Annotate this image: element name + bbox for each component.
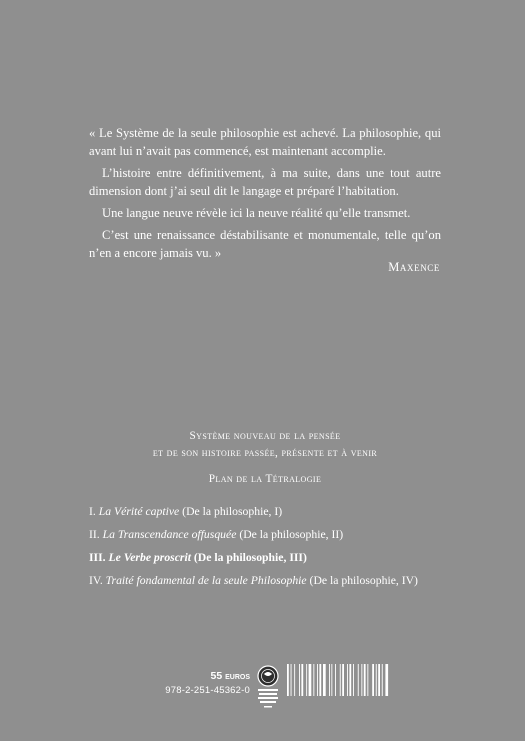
price-currency: EUROS: [225, 674, 250, 681]
volume-title: Le Verbe proscrit: [108, 551, 191, 564]
volume-item: [89, 569, 449, 592]
barcode-bar: [309, 664, 312, 696]
barcode-bar: [323, 664, 326, 696]
volume-subtitle: (De la philosophie, IV): [309, 574, 418, 587]
barcode-bar: [358, 664, 359, 696]
barcode-bar: [349, 664, 351, 696]
barcode-bar: [329, 664, 330, 696]
volume-number: III.: [89, 551, 106, 564]
volume-title: La Vérité captive: [98, 505, 180, 518]
barcode-bar: [372, 664, 374, 696]
barcode-bar: [376, 664, 377, 696]
barcode-bar: [347, 664, 348, 696]
barcode-bar: [299, 664, 300, 696]
quote-paragraph-1: « Le Système de la seule philosophie est achevé. La philosophie, qui avant lui n’avait pas commencé, est maintenant accomplie.: [89, 126, 441, 158]
volume-item-current: [89, 546, 449, 569]
barcode-bar: [306, 664, 307, 696]
barcode-bar: [361, 664, 362, 696]
barcode-bar: [364, 664, 366, 696]
barcode-bar: [385, 664, 388, 696]
price: [210, 670, 250, 682]
barcode-bar: [287, 664, 289, 696]
volume-subtitle: (De la philosophie, II): [239, 528, 344, 541]
barcode-bar: [313, 664, 314, 696]
volume-subtitle: (De la philosophie, III): [193, 551, 307, 564]
system-subtitle-line-2: et de son histoire passée, présente et à venir: [152, 447, 378, 459]
system-subtitle: [89, 428, 441, 462]
barcode-bar: [378, 664, 380, 696]
volume-number: I.: [89, 505, 96, 518]
barcode-bar: [301, 664, 303, 696]
publisher-logo-icon: [256, 665, 280, 710]
barcode-bar: [340, 664, 341, 696]
barcode-bar: [367, 664, 368, 696]
isbn: 978-2-251-45362-0: [165, 685, 250, 696]
barcode-bar: [291, 664, 292, 696]
volume-number: IV.: [89, 574, 103, 587]
back-cover-quote: [89, 124, 441, 266]
volume-subtitle: (De la philosophie, I): [182, 505, 283, 518]
volume-item: [89, 523, 449, 546]
quote-paragraph-4: C’est une renaissance déstabilisante et monumentale, telle qu’on n’en a encore jamais vu. »: [89, 228, 441, 260]
barcode-bar: [319, 664, 321, 696]
barcode-bar: [342, 664, 344, 696]
volume-title: Traité fondamental de la seule Philosophie: [105, 574, 307, 587]
plan-title: Plan de la Tétralogie: [208, 473, 322, 485]
quote-paragraph-3: Une langue neuve révèle ici la neuve réalité qu’elle transmet.: [102, 206, 411, 220]
barcode-icon: [286, 664, 422, 696]
barcode-bar: [331, 664, 332, 696]
system-subtitle-line-1: Système nouveau de la pensée: [189, 430, 341, 442]
barcode-bar: [317, 664, 318, 696]
volume-title: La Transcendance offusquée: [102, 528, 237, 541]
quote-paragraph-2: L’histoire entre définitivement, à ma suite, dans une tout autre dimension dont j’ai seul dit le langage et préparé l’habitation.: [89, 166, 441, 198]
price-amount: 55: [210, 670, 223, 682]
barcode-bar: [335, 664, 336, 696]
volume-number: II.: [89, 528, 100, 541]
volume-item: [89, 500, 449, 523]
volume-list: [89, 500, 449, 592]
quote-author: Maxence: [388, 260, 440, 274]
barcode-bar: [353, 664, 354, 696]
barcode-bar: [294, 664, 295, 696]
barcode-bar: [382, 664, 383, 696]
